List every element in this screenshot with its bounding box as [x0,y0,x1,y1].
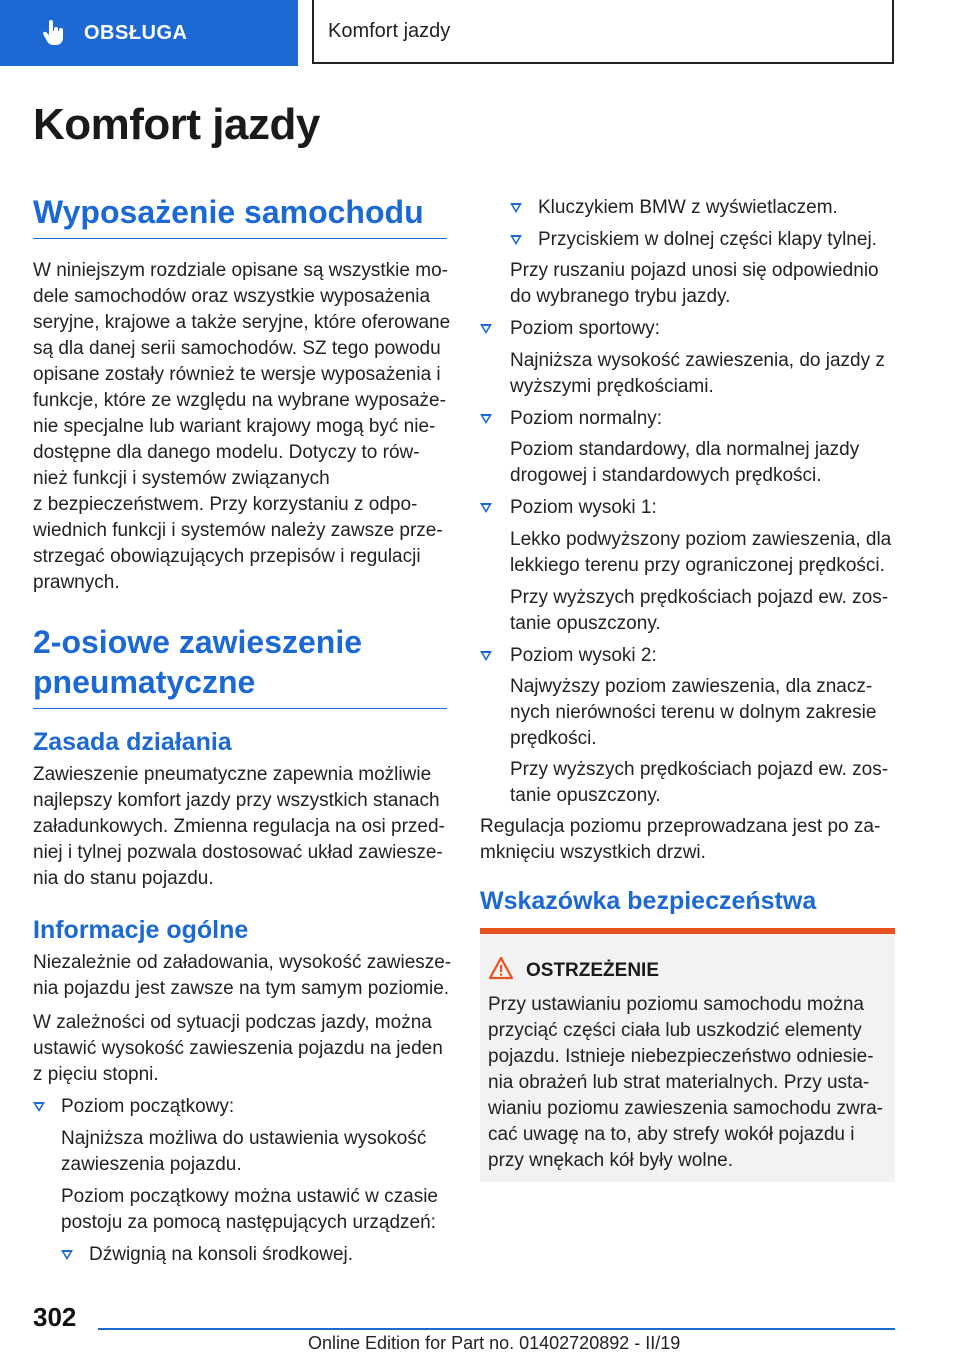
text-line: przyciąć części ciała lub uszkodzić elementy [488,1020,862,1041]
hand-pointer-icon [40,19,68,47]
bullet-triangle-icon [61,1250,73,1260]
text-line: Najniższa wysokość zawieszenia, do jazdy z [510,350,885,371]
section-label: OBSŁUGA [84,21,188,44]
bullet-triangle-icon [510,235,522,245]
heading-zasada: Zasada działania [33,728,232,756]
breadcrumb [312,0,894,64]
text-line: z bezpieczeństwem. Przy korzystaniu z odpo‐ [33,494,418,515]
list-item-text: Dźwignią na konsoli środkowej. [89,1244,354,1265]
text-line: lekkiego terenu przy ograniczonej prędkości. [510,555,885,576]
text-line: postoju za pomocą następujących urządzeń: [61,1212,436,1233]
page-number: 302 [33,1302,77,1332]
list-item-title: Poziom sportowy: [510,318,660,339]
bullet-triangle-icon [510,203,522,213]
text-line: dostępne dla danego modelu. Dotyczy to rów‐ [33,442,420,463]
text-line: Przy wyższych prędkościach pojazd ew. zos‐ [510,587,889,608]
text-line: mknięciu wszystkich drzwi. [480,842,706,863]
text-line: najlepszy komfort jazdy przy wszystkich stanach [33,790,440,811]
text-line: nie specjalne lub wariant krajowy mogą być nie‐ [33,416,436,437]
text-line: drogowej i standardowych prędkości. [510,465,822,486]
footer-divider [98,1328,895,1330]
bullet-triangle-icon [480,503,492,513]
text-line: niej i tylnej pozwala dostosować układ zawiesze‐ [33,842,443,863]
text-line: z pięciu stopni. [33,1064,159,1085]
text-line: nież funkcji i systemów związanych [33,468,330,489]
bullet-triangle-icon [480,324,492,334]
text-line: W zależności od sytuacji podczas jazdy, można [33,1012,432,1033]
text-line: funkcje, które ze względu na wybrane wyposaże‐ [33,390,446,411]
text-line: nych nierówności terenu w dolnym zakresie [510,702,877,723]
warning-title: OSTRZEŻENIE [526,960,660,981]
text-line: cać uwagę na to, aby strefy wokół pojazdu i [488,1124,855,1145]
text-line: załadunkowych. Zmienna regulacja na osi przed‐ [33,816,445,837]
heading-line: 2-osiowe zawieszenie [33,624,363,660]
warning-triangle-icon [488,956,514,980]
text-line: tanie opuszczony. [510,785,661,806]
text-line: Niezależnie od załadowania, wysokość zawiesze‐ [33,952,452,973]
text-line: zawieszenia pojazdu. [61,1154,242,1175]
breadcrumb-text: Komfort jazdy [328,19,451,42]
list-item-text: Przyciskiem w dolnej części klapy tylnej. [538,229,877,250]
text-line: wyższymi prędkościami. [510,376,714,397]
text-line: nia do stanu pojazdu. [33,868,214,889]
text-line: strzegać obowiązujących przepisów i regulacji [33,546,421,567]
bullet-triangle-icon [33,1102,45,1112]
text-line: Lekko podwyższony poziom zawieszenia, dla [510,529,892,550]
text-line: prędkości. [510,728,597,749]
list-item-title: Poziom wysoki 1: [510,497,657,518]
text-line: Przy wyższych prędkościach pojazd ew. zos‐ [510,759,889,780]
list-item-title: Poziom normalny: [510,408,663,429]
text-line: przy wnękach kół były wolne. [488,1150,733,1171]
text-line: Przy ruszaniu pojazd unosi się odpowiednio [510,260,879,281]
section-tab[interactable] [0,0,298,66]
text-line: są dla danej serii samochodów. SZ tego powodu [33,338,441,359]
text-line: wianiu poziomu zawieszenia samochodu zwra‐ [488,1098,883,1119]
text-line: Regulacja poziomu przeprowadzana jest po za‐ [480,816,881,837]
heading-wskazowka: Wskazówka bezpieczeństwa [480,887,817,915]
text-line: Poziom standardowy, dla normalnej jazdy [510,439,860,460]
text-line: pojazdu. Istnieje niebezpieczeństwo odniesie‐ [488,1046,874,1067]
text-line: tanie opuszczony. [510,613,661,634]
text-line: Najwyższy poziom zawieszenia, dla znacz‐ [510,676,873,697]
text-line: seryjne, krajowe a także seryjne, które oferowane [33,312,451,333]
list-item-title: Poziom początkowy: [61,1096,235,1117]
text-line: do wybranego trybu jazdy. [510,286,731,307]
bullet-triangle-icon [480,414,492,424]
text-line: dele samochodów oraz wszystkie wyposażenia [33,286,431,307]
text-line: opisane zostały również te wersje wyposażenia i [33,364,441,385]
list-item-title: Poziom wysoki 2: [510,645,657,666]
page-title: Komfort jazdy [33,100,320,149]
text-line: W niniejszym rozdziale opisane są wszystkie mo‐ [33,260,448,281]
text-line: wiednich funkcji i systemów należy zawsze prze‐ [33,520,443,541]
text-line: prawnych. [33,572,120,593]
list-item-text: Kluczykiem BMW z wyświetlaczem. [538,197,838,218]
text-line: nia obrażeń lub strat materialnych. Przy usta‐ [488,1072,870,1093]
footer-edition: Online Edition for Part no. 01402720892 - II/19 [308,1333,681,1353]
heading-wyposazenie: Wyposażenie samochodu [33,192,447,239]
text-line: Najniższa możliwa do ustawienia wysokość [61,1128,427,1149]
heading-zawieszenie [33,622,447,709]
text-line: ustawić wysokość zawieszenia pojazdu na jeden [33,1038,443,1059]
heading-line: pneumatyczne [33,664,256,700]
warning-box [480,928,895,1182]
text-line: Poziom początkowy można ustawić w czasie [61,1186,438,1207]
bullet-triangle-icon [480,651,492,661]
text-line: nia pojazdu jest zawsze na tym samym poziomie. [33,978,450,999]
warning-text [488,992,884,1174]
text-line: Zawieszenie pneumatyczne zapewnia możliwie [33,764,432,785]
heading-informacje: Informacje ogólne [33,916,249,944]
text-line: Przy ustawianiu poziomu samochodu można [488,994,864,1015]
